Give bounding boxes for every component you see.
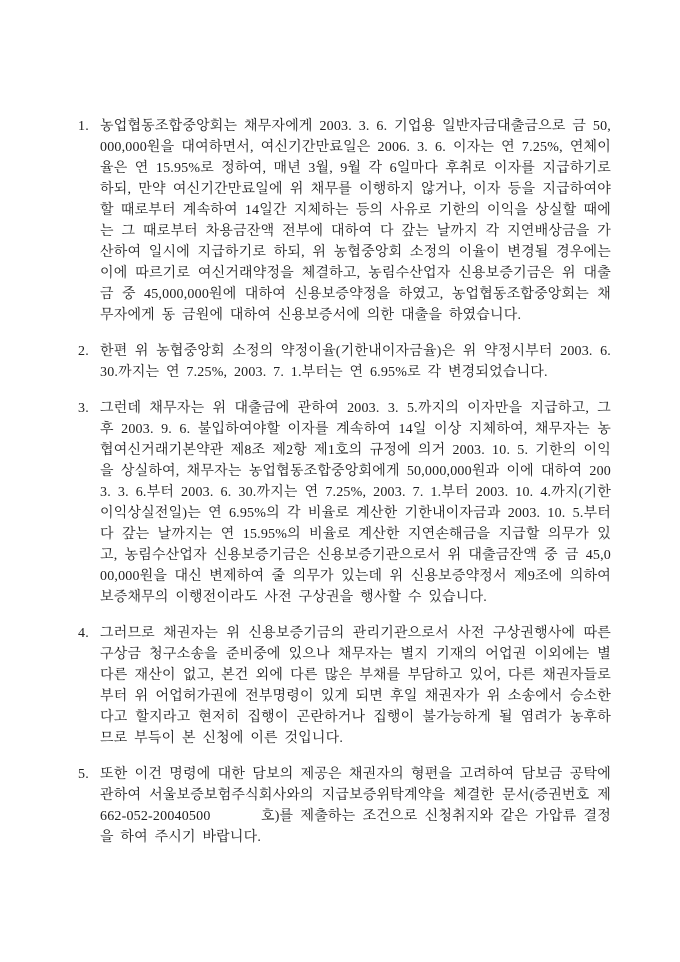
paragraph-5 (78, 764, 611, 848)
paragraph-1 (78, 116, 611, 326)
paragraph-4 (78, 623, 611, 749)
statement-body (78, 116, 611, 863)
paragraph-4-number: 4. (78, 626, 89, 641)
paragraph-2 (78, 341, 611, 383)
paragraph-5-number: 5. (78, 767, 89, 782)
paragraph-4-text: 그러므로 채권자는 위 신용보증기금의 관리기관으로서 사전 구상권행사에 따른 구상금 청구소송을 준비중에 있으나 채무자는 별지 기재의 어업권 이외에는 별다른 재산이 없고, 본건 외에 다른 많은 부채를 부담하고 있어, 다른 채권자들로부터 위 어업허가권에 전부명령이 있게 되면 후일 채권자가 위 소송에서 승소한다고 할지라고 현저히 집행이 곤란하거나 집행이 불가능하게 될 염려가 농후하므로 부득이 본 신청에 이른 것입니다. (100, 626, 611, 746)
paragraph-3-number: 3. (78, 401, 89, 416)
paragraph-3-text: 그런데 채무자는 위 대출금에 관하여 2003. 3. 5.까지의 이자만을 지급하고, 그 후 2003. 9. 6. 불입하여야할 이자를 계속하여 14일 이상 지체하여, 채무자는 농협여신거래기본약관 제8조 제2항 제1호의 규정에 의거 2003. 10. 5. 기한의 이익을 상실하여, 채무자는 농업협동조합중앙회에게 50,000,000원과 이에 대하여 2003. 3. 6.부터 2003. 6. 30.까지는 연 7.25%, 2003. 7. 1.부터 2003. 10. 4.까지(기한이익상실전일)는 연 6.95%의 각 비율로 계산한 기한내이자금과 2003. 10. 5.부터 다 갚는 날까지는 연 15.95%의 비율로 계산한 지연손해금을 지급할 의무가 있고, 농림수산업자 신용보증기금은 신용보증기관으로서 위 대출금잔액 중 금 45,000,000원을 대신 변제하여 줄 의무가 있는데 위 신용보증약정서 제9조에 의하여 보증채무의 이행전이라도 사전 구상권을 행사할 수 있습니다. (100, 401, 611, 605)
paragraph-5-text: 또한 이건 명령에 대한 담보의 제공은 채권자의 형편을 고려하여 담보금 공탁에 관하여 서울보증보험주식회사와의 지급보증위탁계약을 체결한 문서(증권번호 제662-052-20040500 호)를 제출하는 조건으로 신청취지와 같은 가압류 결정을 하여 주시기 바랍니다. (100, 767, 611, 845)
paragraph-2-number: 2. (78, 344, 89, 359)
paragraph-3 (78, 398, 611, 608)
paragraph-2-text: 한편 위 농협중앙회 소정의 약정이율(기한내이자금율)은 위 약정시부터 2003. 6. 30.까지는 연 7.25%, 2003. 7. 1.부터는 연 6.95%로 각 변경되었습니다. (100, 344, 611, 380)
paragraph-1-number: 1. (78, 119, 89, 134)
paragraph-1-text: 농업협동조합중앙회는 채무자에게 2003. 3. 6. 기업용 일반자금대출금으로 금 50,000,000원을 대여하면서, 여신기간만료일은 2006. 3. 6. 이자는 연 7.25%, 연체이율은 연 15.95%로 정하여, 매년 3월, 9월 각 6일마다 후취로 이자를 지급하기로 하되, 만약 여신기간만료일에 위 채무를 이행하지 않거나, 이자 등을 지급하여야 할 때로부터 계속하여 14일간 지체하는 등의 사유로 기한의 이익을 상실할 때에는 그 때로부터 차용금잔액 전부에 대하여 다 갚는 날까지 각 지연배상금을 가산하여 일시에 지급하기로 하되, 위 농협중앙회 소정의 이율이 변경될 경우에는 이에 따르기로 여신거래약정을 체결하고, 농림수산업자 신용보증기금은 위 대출금 중 45,000,000원에 대하여 신용보증약정을 하였고, 농업협동조합중앙회는 채무자에게 동 금원에 대하여 신용보증서에 의한 대출을 하였습니다. (100, 119, 611, 323)
